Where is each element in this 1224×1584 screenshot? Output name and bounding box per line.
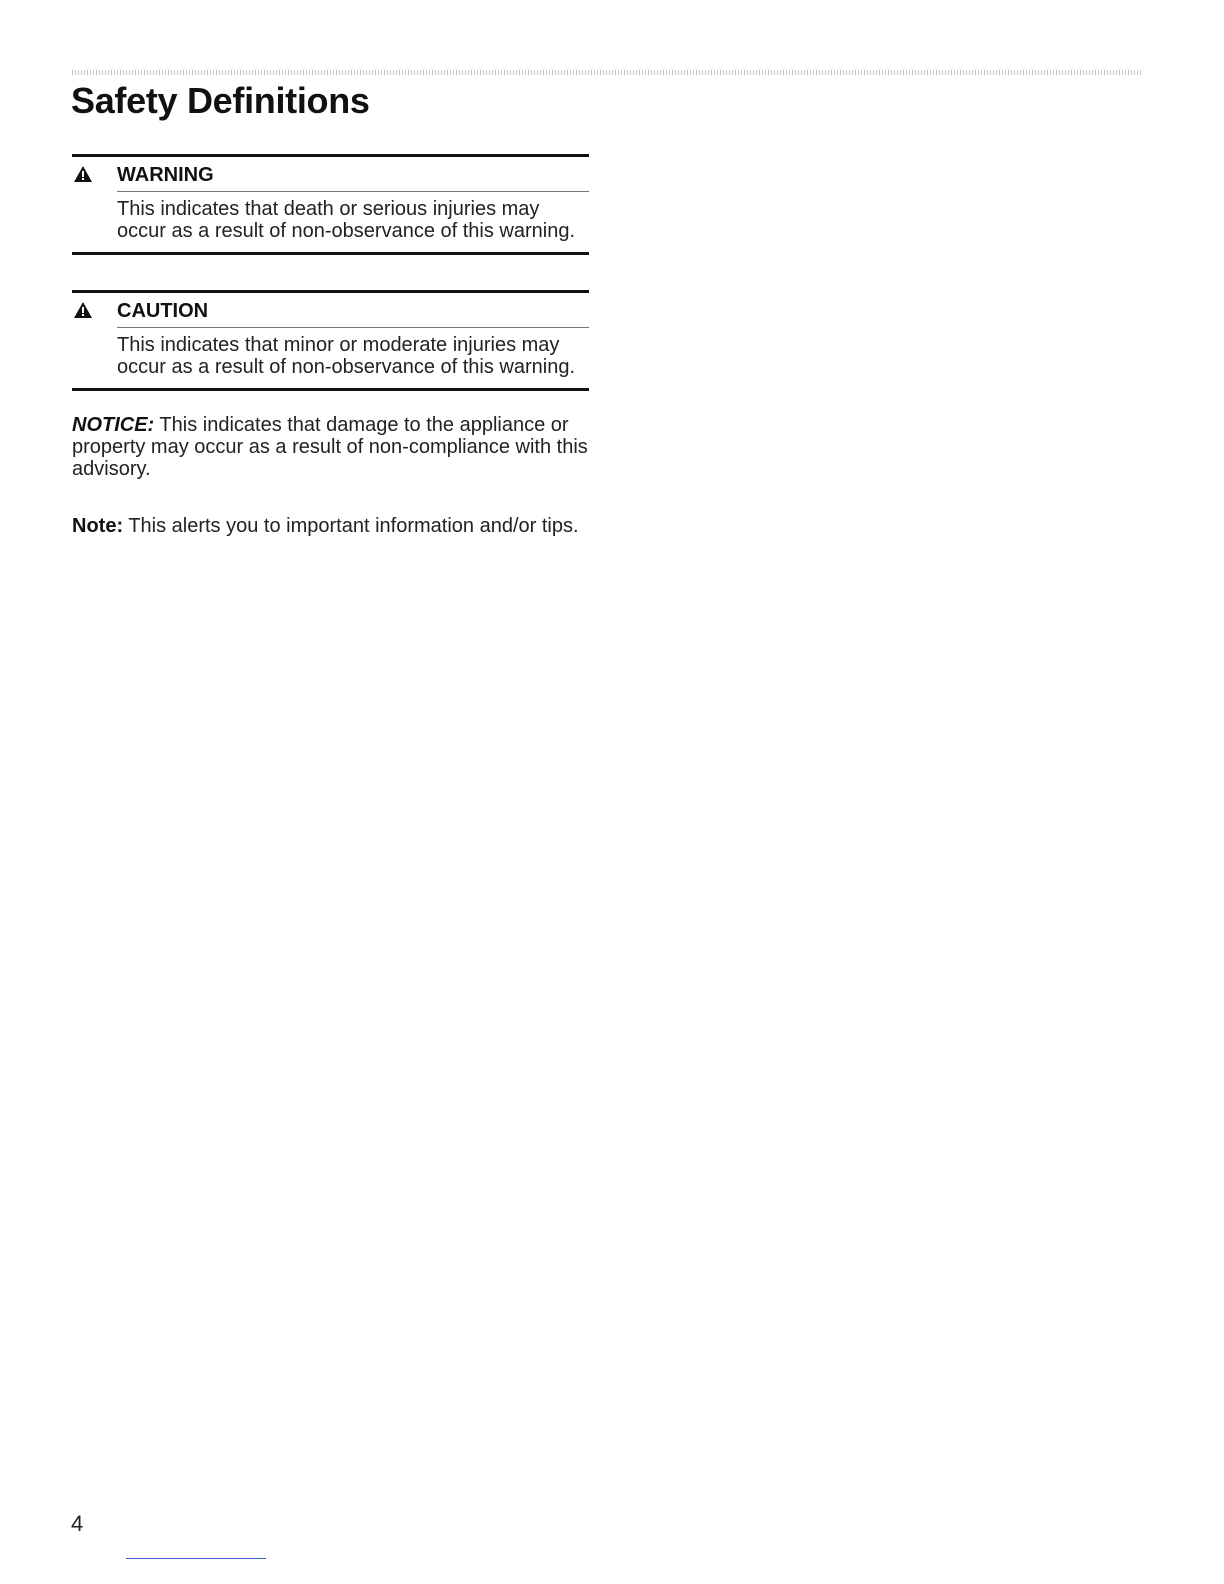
page-title: Safety Definitions	[71, 80, 370, 121]
warning-triangle-icon	[74, 166, 92, 182]
note-label: Note:	[72, 515, 124, 537]
warning-triangle-icon	[74, 302, 92, 318]
note-text: This alerts you to important information and/or tips.	[128, 515, 579, 537]
page-number: 4	[71, 1511, 84, 1536]
warning-box	[72, 154, 589, 255]
caution-text: This indicates that minor or moderate injuries may occur as a result of non-observance of this warning.	[117, 334, 576, 378]
note-paragraph	[72, 515, 592, 537]
warning-text: This indicates that death or serious injuries may occur as a result of non-observance of this warning.	[117, 198, 576, 242]
notice-paragraph	[72, 414, 592, 480]
warning-label: WARNING	[117, 164, 214, 186]
footer-rule	[126, 1558, 266, 1559]
caution-header	[117, 293, 589, 328]
caution-box	[72, 290, 589, 391]
caution-label: CAUTION	[117, 300, 209, 322]
header-dotted-rule	[72, 70, 1143, 75]
notice-label: NOTICE:	[72, 414, 155, 436]
warning-header	[117, 157, 589, 192]
notice-text: This indicates that damage to the appliance or property may occur as a result of non-compliance with this advisory.	[72, 414, 588, 480]
